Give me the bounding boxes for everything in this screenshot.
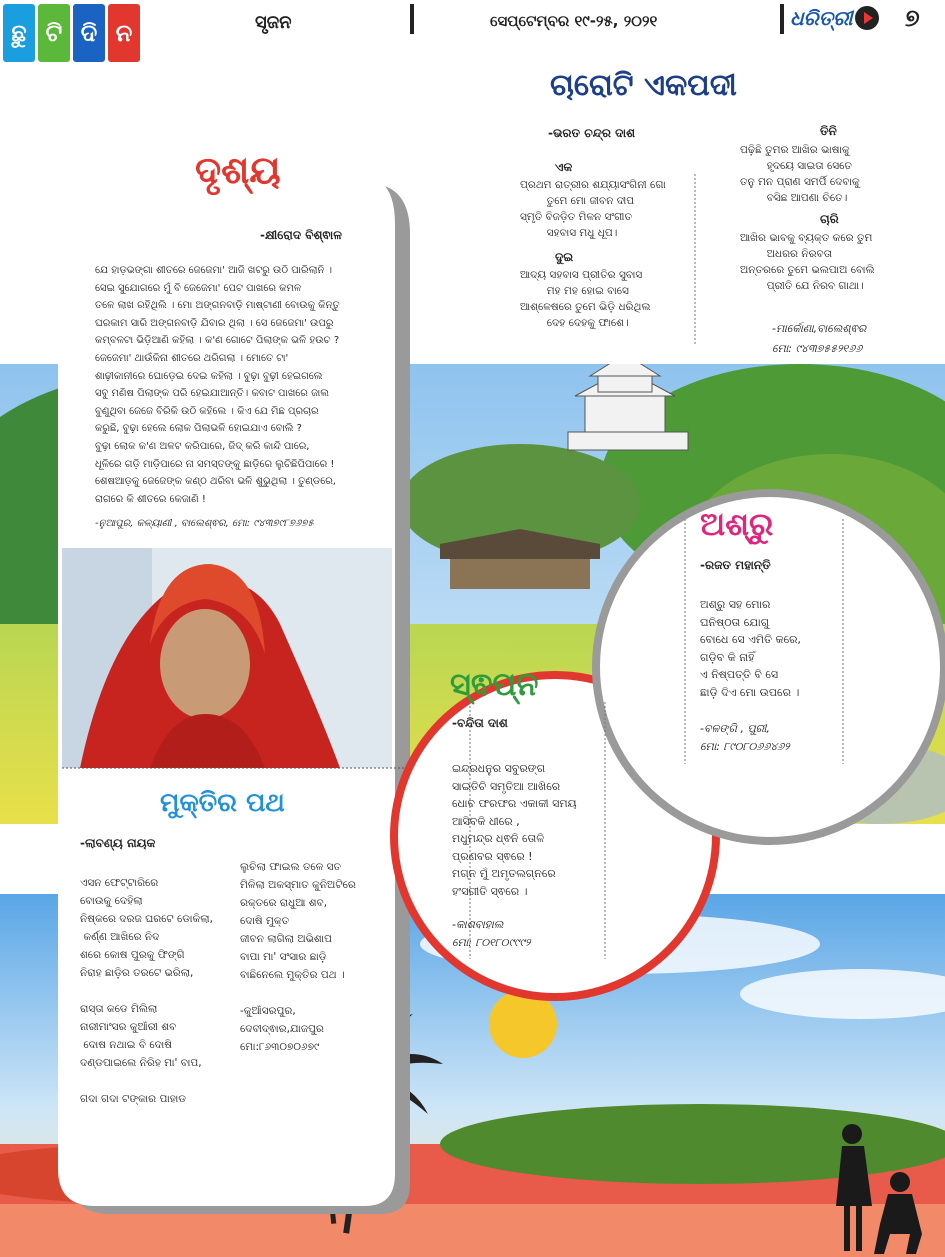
ekapadi-place: -ମାର୍କୋଣା,ବାଲେଶ୍ଵର [772,322,867,335]
swapna-author: -ବନ୍ଦିତା ଦାଶ [452,716,508,730]
paper-logo: ଧରିତ୍ରୀ [790,6,853,30]
logo-letter: ଟି [38,4,70,62]
logo-letter: ଛୁ [3,4,35,62]
drushya-place: -ନୁଆପୁର, କଳ୍ୟାଣୀ , ବାଲେଶ୍ଵର, ମୋ: ୯୪୩୭୯୮୭୬୭୫ [95,518,314,529]
ekapadi-author: -ଭରତ ଚନ୍ଦ୍ର ଦାଶ [548,126,636,140]
mukti-title: ମୁକ୍ତିର ପଥ [160,788,285,818]
swapna-phone: ମୋ: ୮୦୧୮୦୯୯୯୨ [452,936,531,949]
logo-letter: ଦି [73,4,105,62]
swapna-place: -କାଶବାହାଲ [452,918,504,931]
drushya-author: -କ୍ଷୀରୋଦ ବିଶ୍ଵାଳ [260,228,342,242]
ashru-body: ଅଶ୍ରୁ ସହ ମୋର ଘନିଷ୍ଠତା ଯୋଗୁ ବୋଧେ ସେ ଏମିତି କରେ, ଗଡ଼ିବ କି ନାହିଁ ଏ ନିଷ୍ପତ୍ତି ବି ସେ ଛାଡ଼ି ଦିଏ ମୋ ଉପରେ । [700,598,801,699]
grandmother-photo [62,548,392,768]
issue-date: ସେପ୍ଟେମ୍ବର ୧୯-୨୫, ୨୦୨୧ [490,12,658,30]
ekapadi-title: ଚାରୋଟି ଏକପଦୀ [550,68,737,103]
divider [410,4,414,34]
mukti-author: -ଲାବଣ୍ୟ ନାୟକ [80,836,156,850]
drushya-title: ଦୃଶ୍ୟ [195,148,281,192]
drushya-body: ଯେ ହାଡ଼ଭଙ୍ଗା ଶୀତରେ ଜେଜେମା' ଆଜି ଖଟରୁ ଉଠି ପାରିଲାନି । ସେଇ ସୁଯୋଗରେ ମୁଁ ବି ଜେଜେମା' ପେଟ ପାଖରେ କମଳ ତଳେ ଲାଖ ରହିଥିଲି । ମୋ ଅଙ୍ଗନବାଡ଼ି ମାଷ୍ଟାଣୀ ବୋଉକୁ କିନ୍ତୁ ଘରକାମ ସାରି ଅଙ୍ଗନବାଡ଼ି ଯିବାର ଥିଲା । ସେ ଜେଜେମା' ଉପରୁ କମ୍ବଳଟା ଭିଡ଼ିଆଣି କହିଲା । କ'ଣ ଗୋଟେ ପିଲାଙ୍କ ଭଳି ହଉଚ ? ଜେଜେମା' ଥାଉଁକିନା ଶୀତରେ ଥରିଗଲା । ମୋତେ ଟା' ଶାଢ଼ୀକାନୀରେ ଘୋଡ଼େଇ ଦେଇ କହିଲା । ବୁଢ଼ା ବୁଢ଼ୀ ହେଇଗଲେ ସବୁ ମଣିଷ ପିଲାଙ୍କ ପରି ହେଇଯାଆନ୍ତି। କବାଟ ପାଖରେ ଜାଲ ବୁଣୁଥିବା ଜେଜେ ବିରିକି ଉଠି କହିଲେ । କିଏ ଯେ ମିଛ ପ୍ରଚାର କରୁଛି, ବୁଢ଼ା ହେଲେ ଲୋକ ପିଲାଭଳି ହୋଇଯାଏ ବୋଲି ? ବୁଢ଼ା ଲୋକ କ'ଣ ଅଳଟ କରିପାରେ, ଜିଦ୍ କରି କାନ୍ଦି ପାରେ, ଧୂଳିରେ ଗଡ଼ି ମାଡ଼ିପାରେ ନା ସମସ୍ତଙ୍କୁ ଛାଡ଼ିରେ ଲୁଚିଛିପିପାରେ ! ଶେଷଆଡ଼କୁ ଜେଜେଙ୍କ କଣ୍ଠ ଥରିବା ଭଳି ଶୁଭୁଥିଲା । ତୁଣ୍ଡରେ, ରାଗରେ କି ଶୀତରେ କେଜାଣି ! [95,265,340,505]
page-header [0,0,945,66]
mukti-col1: ଏସନ ଫେଟ୍ଟାରିରେ ବୋଉକୁ ଦେହିଲା ନିଷ୍କରେ ଦରଜ ଘରଟେ ଡୋକିଲା, କର୍ଣ୍ଣ ଆଖିରେ ନିଦ ଶରେ କୋଷ ପୁରକୁ ଫିଙ୍ଗି ନିରାହ ଛାଡ଼ିର ତରଟେ ଭରିଲା, ରାସ୍ତା କଡେ ମିଲିଲା ନାରୀମାଂସର କୁଆଁରୀ ଶବ ଦୋଷ ନଥାଇ ବି ଦୋଷି ଦଣ୍ଡପାଇଲେ ନିରିହ ମା' ବାପ, ଗଦା ଗଦା ଟଙ୍କାର ପାହାଡ [80,877,213,1105]
ekapadi-verse: ପଢ଼ିଛି ତୁମର ଆଖିର ଭାଷାକୁ ହୃଦୟେ ସାଇତା ସେତେ ତନୁ ମନ ପ୍ରାଣ ସମର୍ପି ଦେବାକୁ ବସିଛ ଆପଣା ଚିତେ। [740,144,860,204]
section-title: ସୃଜନ [255,12,292,33]
ashru-title: ଅଶ୍ରୁ [700,505,774,543]
logo-letter: ନ [108,4,140,62]
page-number: ୭ [905,4,920,32]
swapna-title: ସ୍ଵପ୍ନ [450,665,539,703]
ekapadi-heading: ଏକ [555,160,573,174]
ashru-phone: ମୋ: ୮୯୦୮୦୬୬୪୬୨ [700,740,790,753]
ekapadi-heading: ଚାରି [820,212,839,226]
ekapadi-heading: ତିନି [820,124,837,138]
ekapadi-verse: ଆଦ୍ୟ ସହବାସ ପ୍ରୀତିର ସୁବାସ ମହ ମହ ହୋଇ ବାସେ ଆଶ୍ଳେଷରେ ତୁମେ ଭିଡ଼ି ଧରିଥିଲ ଦେହ ଦେହକୁ ଫାଶେ। [520,269,651,329]
play-icon [855,6,879,30]
mukti-col2: ଲୁଚିଲା ଫାଇଲ ତଳେ ସତ ମିଳିଲା ଅକସ୍ମାତ କୁନିଅଟିରେ ରକ୍ତରେ ରାଧୁଆ ଶବ, ଦୋଷି ମୁକ୍ତ ଜୀବନ ଲାଗିଲା ଅଭିଶାପ ବାପା ମା' ସଂସାର ଛାଡ଼ି ବାଛିନେଲେ ମୁକ୍ତିର ପଥ । -କୁଆଁସରପୁର, ଦେବୀଦ୍ଵାର,ଯାଜପୁର ମୋ:୮୬୩୦୭୦୬୭୯ [240,861,356,1053]
ekapadi-phone: ମୋ: ୯୪୩୭୫୫୨୧୬୬ [772,342,863,355]
swapna-body: ଇନ୍ଦ୍ରଧନୁର ସବୁରଙ୍ଗ ସାଇତିଚି ସମୃତିଆ ଆଖିରେ ଧୋବ ଫରଫର ଏକାକୀ ସମୟ ଆସିବକି ଧୀରେ , ମଧୁମନ୍ଦ୍ର ଧ୍ଵନି ତୋଳି ପ୍ରଣବର ସ୍ଵରେ ! ମଗ୍ନ ମୁଁ ଅମୃତଲଗ୍ନରେ ହଂସଗୀତି ସ୍ଵରେ । [452,762,577,898]
ashru-author: -ରଜତ ମହାନ୍ତି [700,558,771,572]
ekapadi-verse: ପ୍ରଥମ ରାତ୍ରୀର ଶଯ୍ୟାସଂଗିନୀ ଗୋ ତୁମେ ମୋ ଜୀବନ ଦୀପ ସ୍ମୃତି ବିଜଡ଼ିତ ମିଳନ ସଂଗୀତ ସହବାସ ମଧୁ ଧୂପ। [520,179,666,239]
ekapadi-heading: ଦୁଇ [555,250,574,264]
ekapadi-verse: ଆଖିର ଭାବକୁ ବ୍ୟକ୍ତ କରେ ତୁମ ଅଧରର ନିରବତା ଅନ୍ତରରେ ତୁମେ ଭଲପାଅ ବୋଲି ପ୍ରୀତି ଯେ ନିରବ ଗାଥା। [740,232,875,292]
ashru-place: -ବଳଙ୍ଗି , ପୁରୀ, [700,722,770,735]
divider [780,4,784,34]
